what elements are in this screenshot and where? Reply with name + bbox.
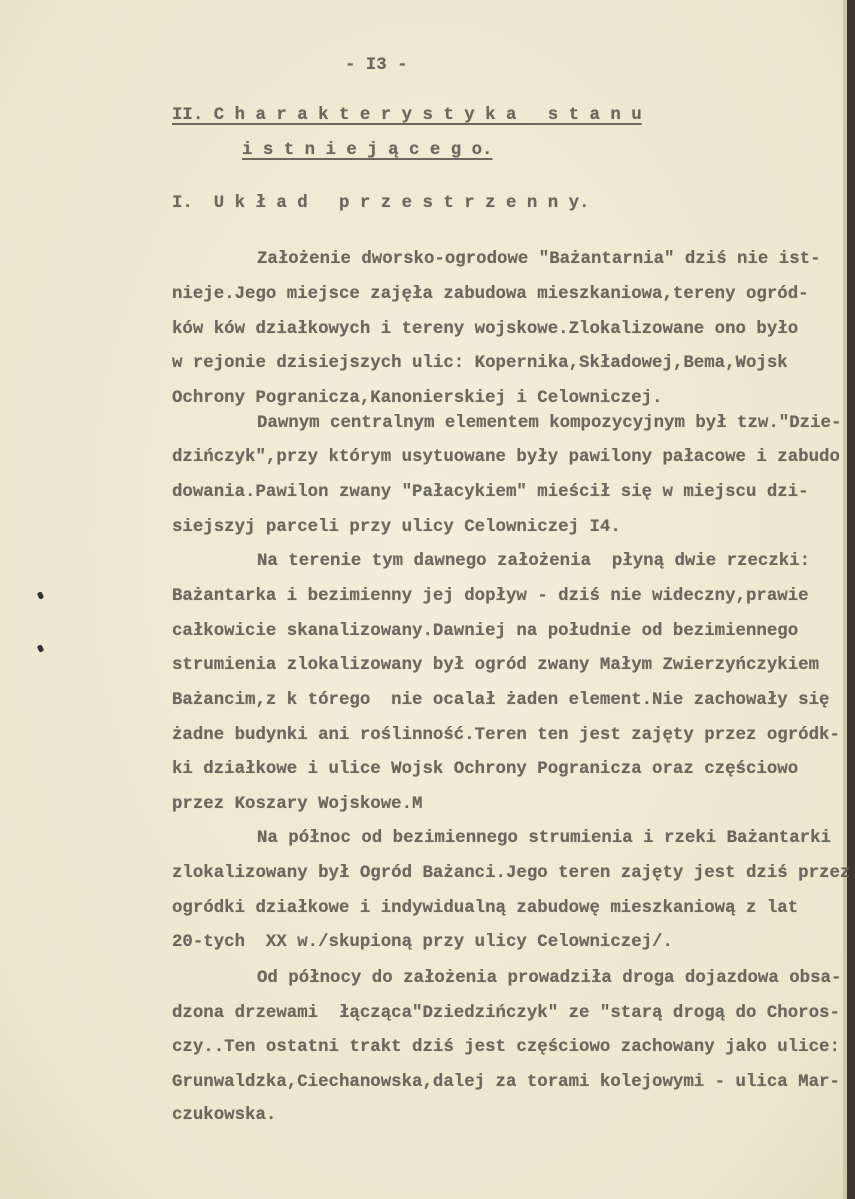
text-line: Od północy do założenia prowadziła droga dojazdowa obsa- xyxy=(257,969,842,988)
text-line: w rejonie dzisiejszych ulic: Kopernika,Składowej,Bema,Wojsk xyxy=(172,354,788,373)
chapter-heading-line2: i s t n i e j ą c e g o. xyxy=(242,141,493,160)
text-line: dzińczyk",przy którym usytuowane były pawilony pałacowe i zabudo xyxy=(172,448,840,467)
text-line: dowania.Pawilon zwany "Pałacykiem" mieścił się w miejscu dzi- xyxy=(172,483,809,502)
text-line: Na terenie tym dawnego założenia płyną dwie rzeczki: xyxy=(257,552,811,571)
text-line: zlokalizowany był Ogród Bażanci.Jego teren zajęty jest dziś przez xyxy=(172,864,851,883)
text-line: Założenie dworsko-ogrodowe "Bażantarnia" dziś nie ist- xyxy=(257,250,821,269)
section-heading: I. U k ł a d p r z e s t r z e n n y. xyxy=(172,194,590,213)
text-line: 20-tych XX w./skupioną przy ulicy Celowniczej/. xyxy=(172,933,673,952)
binding-hole-mark xyxy=(37,591,44,599)
text-line: nieje.Jego miejsce zajęła zabudowa mieszkaniowa,tereny ogród- xyxy=(172,285,809,304)
text-line: strumienia zlokalizowany był ogród zwany Małym Zwierzyńczykiem xyxy=(172,656,820,675)
text-line: ogródki działkowe i indywidualną zabudowę mieszkaniową z lat xyxy=(172,899,799,918)
text-line: dzona drzewami łącząca"Dziedzińczyk" ze "starą drogą do Choros- xyxy=(172,1004,840,1023)
chapter-heading-line1: II. C h a r a k t e r y s t y k a s t a n u xyxy=(172,106,642,125)
text-line: Grunwaldzka,Ciechanowska,dalej za torami kolejowymi - ulica Mar- xyxy=(172,1073,840,1092)
text-line: czy..Ten ostatni trakt dziś jest częściowo zachowany jako ulice: xyxy=(172,1038,840,1057)
text-line: siejszyj parceli przy ulicy Celowniczej I4. xyxy=(172,518,621,537)
text-line: ki działkowe i ulice Wojsk Ochrony Pogranicza oraz częściowo xyxy=(172,760,799,779)
binding-hole-mark xyxy=(37,644,44,652)
text-line: Na północ od bezimiennego strumienia i rzeki Bażantarki xyxy=(257,829,831,848)
text-line: przez Koszary Wojskowe.M xyxy=(172,795,423,814)
page-edge xyxy=(847,0,855,1199)
text-line: żadne budynki ani roślinność.Teren ten jest zajęty przez ogródk- xyxy=(172,726,840,745)
text-line: Bażancim,z k tórego nie ocalał żaden element.Nie zachowały się xyxy=(172,691,830,710)
text-line: całkowicie skanalizowany.Dawniej na południe od bezimiennego xyxy=(172,622,799,641)
text-line: ków ków działkowych i tereny wojskowe.Zlokalizowane ono było xyxy=(172,320,799,339)
text-line: czukowska. xyxy=(172,1106,277,1125)
text-line: Dawnym centralnym elementem kompozycyjnym był tzw."Dzie- xyxy=(257,414,842,433)
page-number: - I3 - xyxy=(345,56,408,75)
text-line: Ochrony Pogranicza,Kanonierskiej i Celowniczej. xyxy=(172,389,663,408)
text-line: Bażantarka i bezimienny jej dopływ - dziś nie wideczny,prawie xyxy=(172,587,809,606)
